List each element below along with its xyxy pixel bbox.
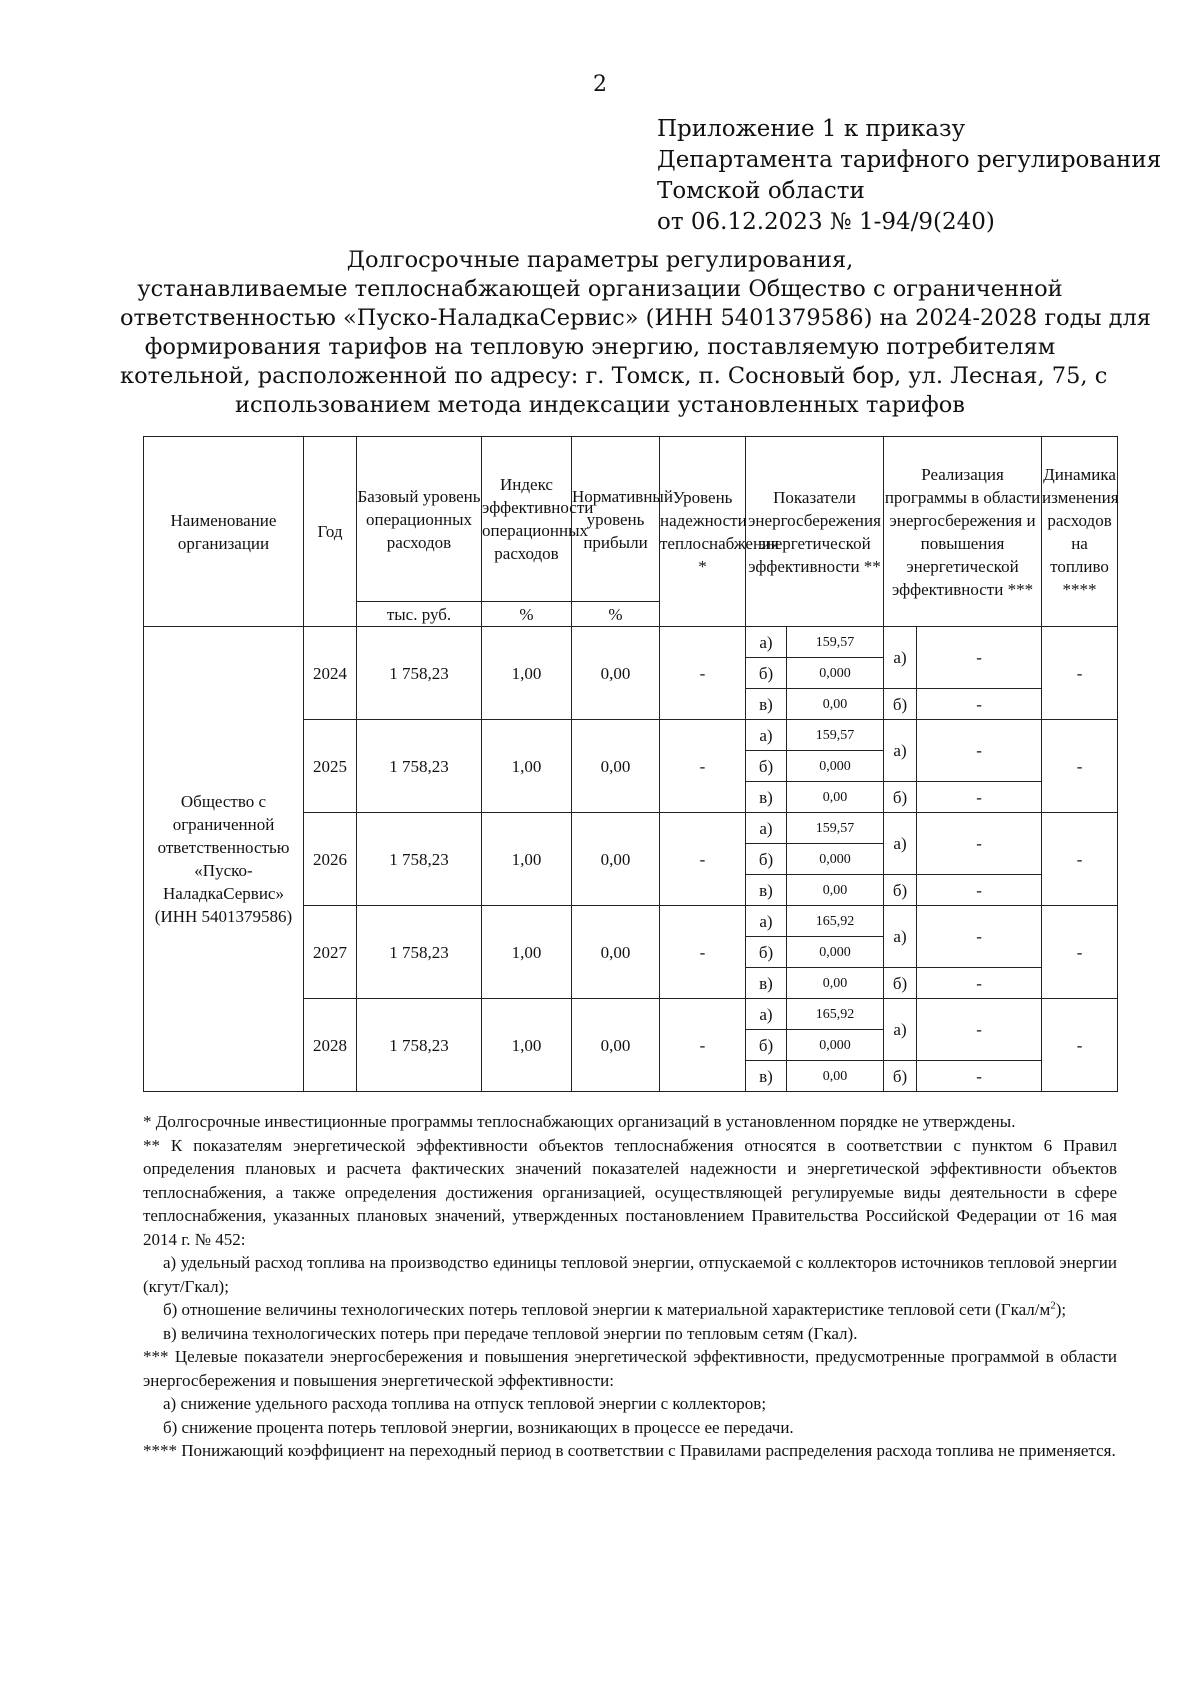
energy-value-b: 0,000 [787,937,884,968]
energy-value-a: 159,57 [787,720,884,751]
energy-label-b: б) [746,1030,787,1061]
energy-label-a: а) [746,906,787,937]
footnotes [143,1110,1117,1463]
year-cell: 2028 [304,999,357,1092]
footnote-2b [143,1298,1117,1322]
year-cell: 2025 [304,720,357,813]
appendix-line: Приложение 1 к приказу [657,116,966,142]
footnote-2a: а) удельный расход топлива на производство единицы тепловой энергии, отпускаемой с коллекторов источников тепловой энергии (кгут/Гкал); [143,1253,1117,1296]
energy-value-b: 0,000 [787,844,884,875]
header-org: Наименование организации [144,437,304,627]
fuel-dynamics-cell: - [1042,999,1118,1092]
appendix-line: Томской области [657,178,865,204]
base-cost-cell: 1 758,23 [357,906,482,999]
year-cell: 2024 [304,627,357,720]
footnote-1: * Долгосрочные инвестиционные программы теплоснабжающих организаций в установленном порядке не утверждены. [143,1112,1016,1131]
energy-label-v: в) [746,968,787,999]
title-line: формирования тарифов на тепловую энергию, поставляемую потребителям [144,334,1056,360]
footnote-2b-sup: 2 [1050,1299,1056,1312]
energy-label-b: б) [746,658,787,689]
program-label-a: а) [884,906,917,968]
energy-label-v: в) [746,875,787,906]
program-value-b: - [917,782,1042,813]
title-line: Долгосрочные параметры регулирования, [346,247,854,273]
efficiency-index-cell: 1,00 [482,813,572,906]
program-label-b: б) [884,968,917,999]
profit-level-cell: 0,00 [572,999,660,1092]
reliability-cell: - [660,627,746,720]
program-label-a: а) [884,627,917,689]
energy-label-b: б) [746,937,787,968]
program-value-a: - [917,906,1042,968]
energy-label-v: в) [746,782,787,813]
energy-value-a: 165,92 [787,999,884,1030]
efficiency-index-cell: 1,00 [482,999,572,1092]
document-title [120,246,1151,420]
header-year: Год [304,437,357,627]
energy-label-a: а) [746,627,787,658]
energy-label-a: а) [746,813,787,844]
profit-level-cell: 0,00 [572,906,660,999]
program-label-b: б) [884,782,917,813]
appendix-block [657,114,1161,238]
fuel-dynamics-cell: - [1042,720,1118,813]
header-program: Реализация программы в области энергосбережения и повышения энергетической эффективности *** [884,437,1042,627]
header-base: Базовый уровень операционных расходов [357,437,482,602]
regulation-parameters-table [143,436,1118,1092]
profit-level-cell: 0,00 [572,627,660,720]
efficiency-index-cell: 1,00 [482,627,572,720]
reliability-cell: - [660,720,746,813]
program-label-b: б) [884,875,917,906]
footnote-3a: а) снижение удельного расхода топлива на отпуск тепловой энергии с коллекторов; [163,1394,767,1413]
energy-value-b: 0,000 [787,1030,884,1061]
program-value-a: - [917,813,1042,875]
efficiency-index-cell: 1,00 [482,720,572,813]
unit-base: тыс. руб. [357,602,482,627]
table-row [144,627,1118,658]
appendix-line: Департамента тарифного регулирования [657,147,1162,173]
header-fuel: Динамика изменения расходов на топливо **** [1042,437,1118,627]
program-label-b: б) [884,1061,917,1092]
energy-value-v: 0,00 [787,1061,884,1092]
base-cost-cell: 1 758,23 [357,627,482,720]
energy-value-a: 159,57 [787,627,884,658]
year-cell: 2026 [304,813,357,906]
year-cell: 2027 [304,906,357,999]
header-profit: Нормативный уровень прибыли [572,437,660,602]
energy-value-a: 165,92 [787,906,884,937]
program-value-b: - [917,1061,1042,1092]
reliability-cell: - [660,906,746,999]
program-value-b: - [917,689,1042,720]
energy-value-v: 0,00 [787,875,884,906]
title-line: котельной, расположенной по адресу: г. Томск, п. Сосновый бор, ул. Лесная, 75, с [120,363,1108,389]
energy-label-a: а) [746,999,787,1030]
header-energy: Показатели энергосбережения энергетической эффективности ** [746,437,884,627]
energy-label-b: б) [746,751,787,782]
footnote-2b-end: ); [1055,1300,1067,1319]
title-line: устанавливаемые теплоснабжающей организации Общество с ограниченной [137,276,1063,302]
header-index: Индекс эффективности операционных расходов [482,437,572,602]
table-body [144,627,1118,1092]
footnote-2: ** К показателям энергетической эффективности объектов теплоснабжения относятся в соответствии с пунктом 6 Правил определения плановых и расчета фактических значений показателей надежности и энергетической эффективности объектов теплоснабжения, а также определения достижения организацией, осуществляющей регулируемые виды деятельности в сфере теплоснабжения, указанных плановых значений, утвержденных постановлением Правительства Российской Федерации от 16 мая 2014 г. № 452: [143,1135,1117,1249]
title-line: использованием метода индексации установленных тарифов [235,392,965,418]
appendix-date: от 06.12.2023 № 1-94/9(240) [657,209,995,235]
profit-level-cell: 0,00 [572,813,660,906]
fuel-dynamics-cell: - [1042,627,1118,720]
program-value-a: - [917,720,1042,782]
energy-value-v: 0,00 [787,782,884,813]
program-value-a: - [917,999,1042,1061]
footnote-3: *** Целевые показатели энергосбережения и повышения энергетической эффективности, предусмотренные программой в области энергосбережения и повышения энергетической эффективности: [143,1347,1117,1390]
energy-label-b: б) [746,844,787,875]
energy-value-v: 0,00 [787,689,884,720]
program-label-b: б) [884,689,917,720]
footnote-4: **** Понижающий коэффициент на переходный период в соответствии с Правилами распределения расхода топлива не применяется. [143,1441,1116,1460]
profit-level-cell: 0,00 [572,720,660,813]
program-label-a: а) [884,999,917,1061]
energy-value-a: 159,57 [787,813,884,844]
program-label-a: а) [884,813,917,875]
base-cost-cell: 1 758,23 [357,813,482,906]
base-cost-cell: 1 758,23 [357,999,482,1092]
energy-value-b: 0,000 [787,658,884,689]
reliability-cell: - [660,999,746,1092]
footnote-2b-text: б) отношение величины технологических потерь тепловой энергии к материальной характеристике тепловой сети (Гкал/м [163,1300,1051,1319]
footnote-2v: в) величина технологических потерь при передаче тепловой энергии по тепловым сетям (Гкал). [163,1323,858,1343]
energy-value-b: 0,000 [787,751,884,782]
energy-value-v: 0,00 [787,968,884,999]
program-label-a: а) [884,720,917,782]
fuel-dynamics-cell: - [1042,813,1118,906]
header-reliability: Уровень надежности теплоснабжения * [660,437,746,627]
reliability-cell: - [660,813,746,906]
efficiency-index-cell: 1,00 [482,906,572,999]
org-name-cell: Общество с ограниченной ответственностью «Пуско-НаладкаСервис» (ИНН 5401379586) [144,627,304,1092]
energy-label-v: в) [746,689,787,720]
energy-label-a: а) [746,720,787,751]
unit-profit: % [572,602,660,627]
energy-label-v: в) [746,1061,787,1092]
base-cost-cell: 1 758,23 [357,720,482,813]
unit-index: % [482,602,572,627]
fuel-dynamics-cell: - [1042,906,1118,999]
page-number: 2 [593,72,607,97]
title-line: ответственностью «Пуско-НаладкаСервис» (ИНН 5401379586) на 2024-2028 годы для [120,305,1151,331]
program-value-a: - [917,627,1042,689]
program-value-b: - [917,968,1042,999]
footnote-3b: б) снижение процента потерь тепловой энергии, возникающих в процессе ее передачи. [163,1417,794,1437]
program-value-b: - [917,875,1042,906]
